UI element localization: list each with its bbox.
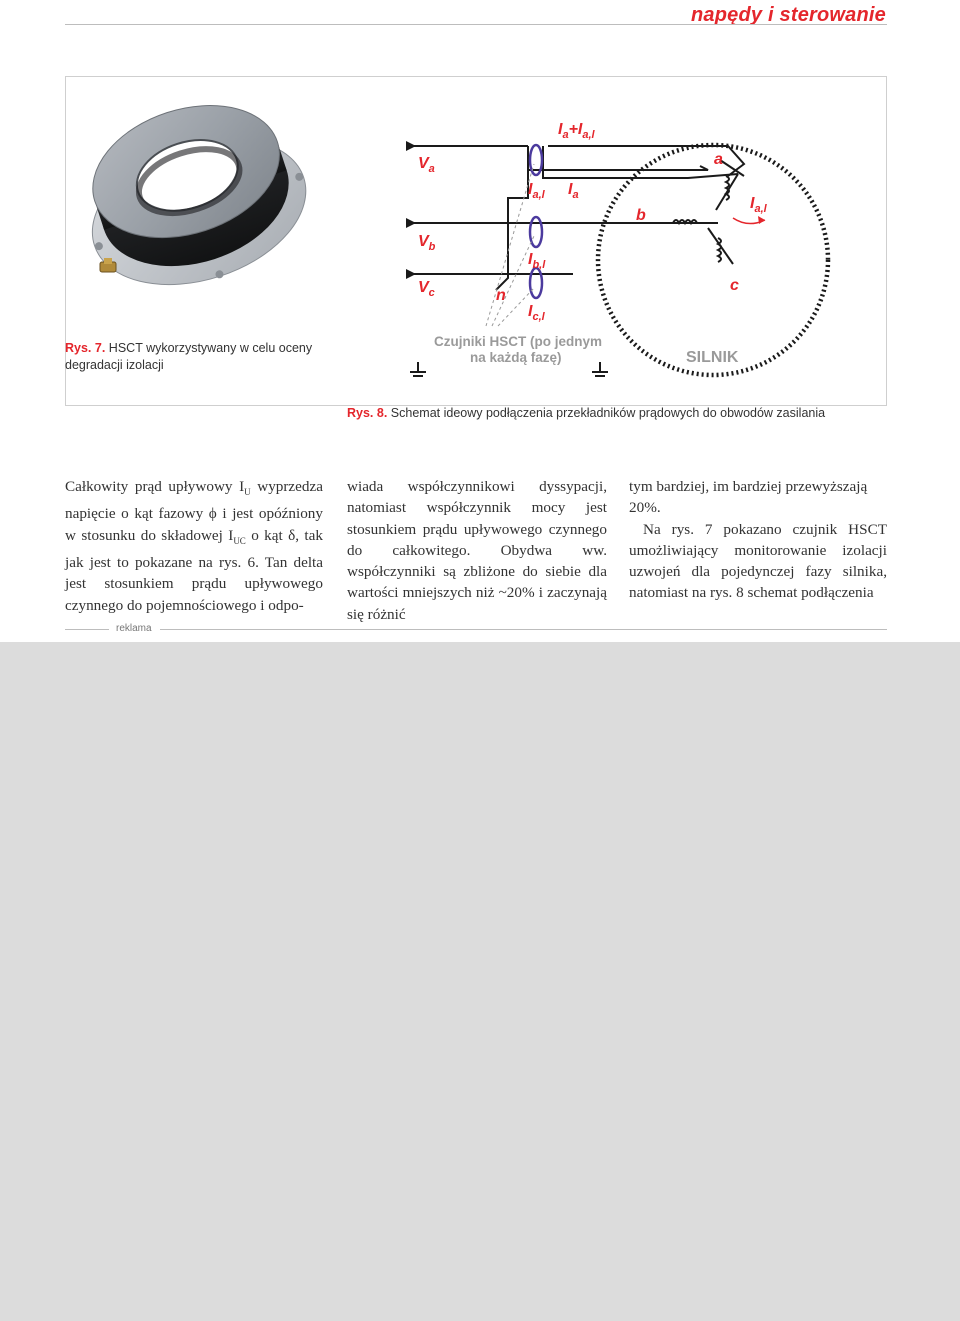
text-run: wyprzedza napięcie o kąt fazowy ϕ i jest opóźniony w stosunku do składowej I — [65, 478, 323, 544]
section-title: napędy i sterowanie — [691, 4, 886, 26]
motor-label: SILNIK — [686, 349, 739, 366]
label-ia-plus-ial: $I_a+I_{a,l}$ — [558, 121, 595, 141]
label-ial-motor: $I_{a,l}$ — [750, 195, 767, 215]
label-vc: $V_c$ — [418, 279, 435, 299]
paragraph: Na rys. 7 pokazano czujnik HSCT umożliwiający monitorowanie izolacji uzwojeń dla pojedynczej fazy silnika, natomiast na rys. 8 schemat podłączenia — [629, 520, 887, 602]
figure-7-caption-label: Rys. 7. — [65, 341, 106, 355]
figure-7-caption — [65, 340, 335, 374]
label-node-b: b — [636, 207, 646, 224]
figure-8-caption-label: Rys. 8. — [347, 406, 388, 420]
text-column-3 — [629, 476, 887, 604]
figure-8-caption — [347, 405, 887, 422]
figure-7-caption-text: HSCT wykorzystywany w celu oceny degradacji izolacji — [65, 341, 313, 372]
ad-label: reklama — [116, 623, 152, 634]
paragraph — [65, 476, 323, 616]
ad-rule-right — [160, 629, 887, 630]
text-run: o kąt δ, tak jak jest to pokazane na rys. 6. Tan delta jest stosunkiem prądu upływowego czynnego do pojemnościowego i odpo- — [65, 526, 323, 614]
sensors-label-line1: Czujniki HSCT (po jednym — [434, 334, 603, 349]
hsct-sensors — [530, 145, 542, 298]
label-icl: $I_{c,l}$ — [528, 303, 545, 323]
label-ibl: $I_{b,l}$ — [528, 251, 546, 271]
subscript-uc: UC — [233, 535, 246, 546]
ad-rule-left — [65, 629, 109, 630]
label-vb: $V_b$ — [418, 233, 436, 253]
figure-8-caption-text: Schemat ideowy podłączenia przekładników prądowych do obwodów zasilania — [390, 406, 826, 420]
label-ia: $I_a$ — [568, 181, 579, 201]
label-va: $V_a$ — [418, 155, 435, 175]
text-run: Całkowity prąd upływowy I — [65, 478, 245, 495]
text-column-2 — [347, 476, 607, 625]
advertisement-area — [0, 642, 960, 1321]
label-ial: $I_{a,l}$ — [528, 181, 545, 201]
label-node-c: c — [730, 277, 739, 294]
motor-outline — [598, 145, 828, 375]
header-rule — [65, 24, 887, 25]
label-n: n — [496, 287, 506, 304]
hsct-sensor-photo — [78, 84, 308, 294]
sensors-label-line2: na każdą fazę) — [470, 350, 562, 365]
wiring-diagram — [348, 78, 886, 404]
text-column-1 — [65, 476, 323, 616]
paragraph: wiada współczynnikowi dyssypacji, natomiast współczynnik mocy jest stosunkiem prądu upływowego czynnego do całkowitego. Obydwa ww. współczynniki są zbliżone do siebie dla wartości mniejszych niż ~20% i zaczynają się różnić — [347, 478, 607, 623]
paragraph: tym bardziej, im bardziej przewyższają 20%. — [629, 478, 868, 517]
subscript-u: U — [244, 487, 251, 498]
label-node-a: a — [714, 151, 723, 168]
